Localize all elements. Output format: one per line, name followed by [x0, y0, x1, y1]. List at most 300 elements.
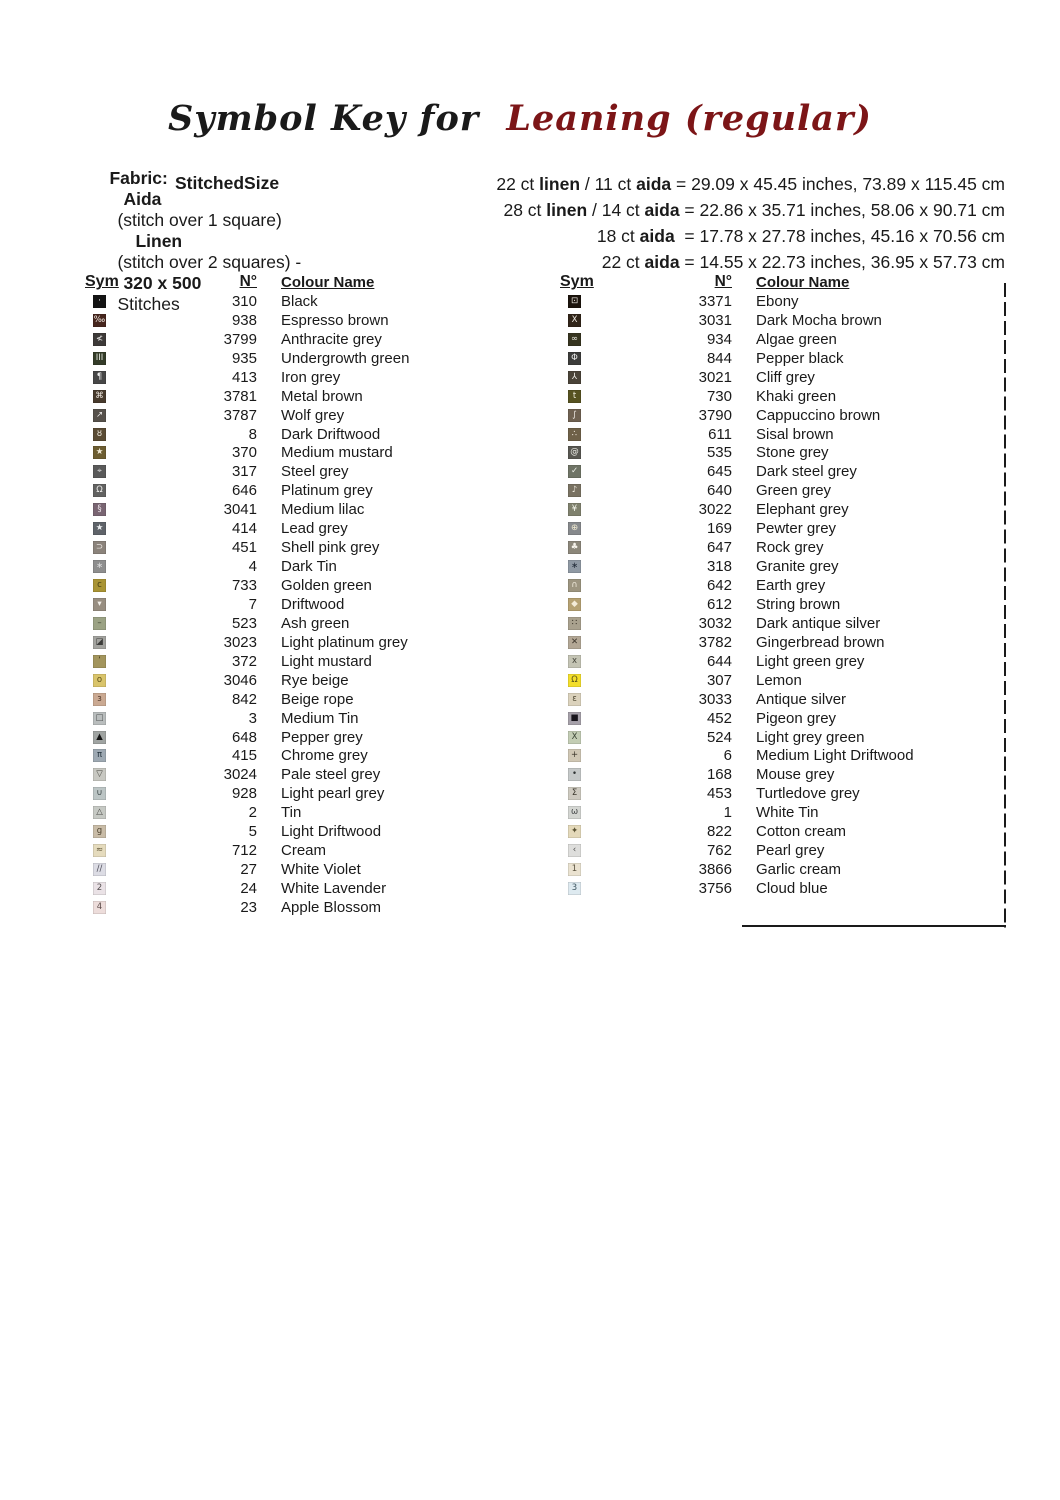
- stitched-size-label: StitchedSize: [175, 173, 280, 193]
- symbol-cell: [85, 731, 123, 744]
- table-row: [560, 728, 1000, 747]
- floss-number: 8: [248, 425, 257, 443]
- fabric-linen: Linen: [135, 231, 183, 251]
- floss-number: 647: [706, 539, 732, 557]
- symbol-swatch: ⊡: [568, 295, 581, 308]
- symbol-cell: [85, 768, 123, 781]
- table-row: [85, 425, 525, 444]
- colour-name: Cotton cream: [756, 823, 847, 841]
- colour-name: Black: [281, 292, 318, 310]
- colour-name: Medium Tin: [281, 709, 359, 727]
- floss-number: 453: [706, 785, 732, 803]
- symbol-swatch: ★: [93, 446, 106, 459]
- symbol-swatch: ⊃: [93, 541, 106, 554]
- fabric-aida: Aida: [123, 189, 162, 209]
- symbol-cell: [85, 825, 123, 838]
- floss-number: 642: [706, 577, 732, 595]
- table-row: [85, 500, 525, 519]
- table-row: [85, 406, 525, 425]
- symbol-cell: [560, 863, 598, 876]
- symbol-cell: [560, 598, 598, 611]
- symbol-swatch: ¶: [93, 371, 106, 384]
- size-text: = 29.09 x 45.45 inches, 73.89 x 115.45 cm: [671, 174, 1005, 194]
- symbol-swatch: ✓: [568, 465, 581, 478]
- colour-name: Platinum grey: [281, 482, 373, 500]
- floss-number: 524: [706, 728, 732, 746]
- table-row: [560, 652, 1000, 671]
- colour-name: Lead grey: [281, 520, 348, 538]
- floss-number: 7: [248, 595, 257, 613]
- header-sym: Sym: [85, 273, 119, 290]
- symbol-cell: [560, 428, 598, 441]
- symbol-cell: [85, 295, 123, 308]
- floss-number: 3782: [698, 633, 732, 651]
- symbol-swatch: 1: [568, 863, 581, 876]
- symbol-cell: [560, 787, 598, 800]
- symbol-swatch: 3: [568, 882, 581, 895]
- floss-number: 3371: [698, 292, 732, 310]
- floss-number: 611: [708, 425, 732, 443]
- symbol-cell: [560, 882, 598, 895]
- table-row: [85, 652, 525, 671]
- table-row: [85, 690, 525, 709]
- symbol-cell: [85, 390, 123, 403]
- floss-number: 3024: [223, 766, 257, 784]
- table-row: [85, 576, 525, 595]
- symbol-cell: [560, 617, 598, 630]
- symbol-swatch: •: [568, 768, 581, 781]
- floss-number: 733: [231, 577, 257, 595]
- symbol-swatch: ◆: [568, 598, 581, 611]
- floss-number: 3866: [698, 861, 732, 879]
- symbol-swatch: ω: [568, 806, 581, 819]
- colour-name: Earth grey: [756, 577, 826, 595]
- table-row: [85, 898, 525, 917]
- symbol-swatch: ✕: [568, 636, 581, 649]
- symbol-cell: [560, 446, 598, 459]
- colour-name: Anthracite grey: [281, 330, 382, 348]
- symbol-swatch: ɜ: [93, 693, 106, 706]
- colour-name: Dark Mocha brown: [756, 311, 882, 329]
- symbol-swatch: X: [568, 314, 581, 327]
- table-row: [560, 841, 1000, 860]
- symbol-swatch: π: [93, 749, 106, 762]
- table-row: [560, 387, 1000, 406]
- symbol-swatch: ∞: [568, 333, 581, 346]
- symbol-cell: [85, 655, 123, 668]
- table-row: [560, 462, 1000, 481]
- floss-number: 3041: [223, 501, 257, 519]
- symbol-cell: [85, 579, 123, 592]
- floss-number: 612: [706, 595, 732, 613]
- symbol-cell: [560, 484, 598, 497]
- table-row: [560, 557, 1000, 576]
- floss-number: 27: [240, 861, 257, 879]
- symbol-swatch: //: [93, 863, 106, 876]
- symbol-swatch: ȣ: [93, 428, 106, 441]
- table-row: [560, 633, 1000, 652]
- floss-number: 414: [231, 520, 257, 538]
- table-row: [560, 765, 1000, 784]
- table-row: [85, 765, 525, 784]
- size-fabric-name: aida: [636, 174, 672, 194]
- table-row: [85, 784, 525, 803]
- colour-name: Pearl grey: [756, 842, 825, 860]
- symbol-cell: [85, 541, 123, 554]
- symbol-cell: [85, 882, 123, 895]
- floss-number: 5: [248, 823, 257, 841]
- symbol-cell: [560, 674, 598, 687]
- symbol-cell: [560, 503, 598, 516]
- symbol-swatch: t: [568, 390, 581, 403]
- floss-number: 3756: [698, 880, 732, 898]
- header-colour-name: Colour Name: [756, 273, 850, 291]
- floss-number: 523: [231, 614, 257, 632]
- symbol-cell: [560, 636, 598, 649]
- symbol-cell: [85, 333, 123, 346]
- symbol-cell: [85, 806, 123, 819]
- colour-name: Pigeon grey: [756, 709, 837, 727]
- colour-name: Medium lilac: [281, 501, 365, 519]
- colour-name: Mouse grey: [756, 766, 835, 784]
- symbol-swatch: Ω: [93, 484, 106, 497]
- symbol-cell: [560, 806, 598, 819]
- symbol-cell: [560, 655, 598, 668]
- size-fabric-name: linen: [539, 174, 581, 194]
- symbol-swatch: ⌘: [93, 390, 106, 403]
- colour-name: Algae green: [756, 330, 837, 348]
- floss-number: 3023: [223, 633, 257, 651]
- table-row: [85, 519, 525, 538]
- symbol-swatch: ‹: [568, 844, 581, 857]
- colour-name: Stone grey: [756, 444, 829, 462]
- size-text: 22 ct: [496, 174, 540, 194]
- symbol-swatch: ◪: [93, 636, 106, 649]
- table-row: [560, 444, 1000, 463]
- header-number: N°: [714, 273, 732, 290]
- colour-name: Light pearl grey: [281, 785, 385, 803]
- symbol-cell: [560, 333, 598, 346]
- symbol-swatch: x: [568, 655, 581, 668]
- table-row: [85, 841, 525, 860]
- size-text: / 11 ct: [580, 174, 637, 194]
- symbol-swatch: ≈: [93, 844, 106, 857]
- symbol-swatch: ♪: [568, 484, 581, 497]
- colour-name: Medium Light Driftwood: [756, 747, 914, 765]
- fabric-label: Fabric:: [109, 168, 168, 188]
- key-right-border: [1004, 283, 1006, 928]
- colour-name: Medium mustard: [281, 444, 393, 462]
- symbol-cell: [560, 371, 598, 384]
- table-row: [85, 387, 525, 406]
- symbol-swatch: §: [93, 503, 106, 516]
- symbol-cell: [85, 503, 123, 516]
- size-text: = 17.78 x 27.78 inches, 45.16 x 70.56 cm: [674, 226, 1005, 246]
- symbol-swatch: –: [93, 617, 106, 630]
- symbol-swatch: □: [93, 712, 106, 725]
- table-row: [560, 803, 1000, 822]
- symbol-swatch: ∷: [568, 617, 581, 630]
- symbol-swatch: g: [93, 825, 106, 838]
- colour-name: Steel grey: [281, 463, 349, 481]
- floss-number: 3799: [223, 330, 257, 348]
- floss-number: 645: [706, 463, 732, 481]
- table-row: [85, 292, 525, 311]
- floss-number: 2: [248, 804, 257, 822]
- colour-name: Ash green: [281, 614, 350, 632]
- header-colour-name: Colour Name: [281, 273, 375, 291]
- size-fabric-name: linen: [546, 200, 588, 220]
- symbol-swatch: ∴: [568, 428, 581, 441]
- symbol-swatch: Φ: [568, 352, 581, 365]
- header-number: N°: [239, 273, 257, 290]
- table-row: [560, 406, 1000, 425]
- colour-name: White Lavender: [281, 880, 387, 898]
- stitched-size-lines: [496, 173, 1005, 277]
- floss-number: 844: [706, 349, 732, 367]
- colour-name: Antique silver: [756, 690, 847, 708]
- colour-name: Light green grey: [756, 652, 865, 670]
- symbol-swatch: ⊕: [568, 522, 581, 535]
- floss-number: 934: [706, 330, 732, 348]
- symbol-cell: [560, 295, 598, 308]
- stitched-size-line: [496, 199, 1005, 225]
- colour-name: Pepper grey: [281, 728, 363, 746]
- symbol-swatch: Σ: [568, 787, 581, 800]
- symbol-swatch: ∪: [93, 787, 106, 800]
- symbol-swatch: ■: [568, 712, 581, 725]
- floss-number: 640: [706, 482, 732, 500]
- header-sym: Sym: [560, 273, 594, 290]
- symbol-swatch: +: [568, 749, 581, 762]
- symbol-cell: [85, 484, 123, 497]
- table-row: [560, 368, 1000, 387]
- floss-number: 6: [723, 747, 732, 765]
- size-text: 22 ct: [601, 252, 645, 272]
- table-row: [560, 690, 1000, 709]
- colour-name: Chrome grey: [281, 747, 368, 765]
- colour-name: Tin: [281, 804, 302, 822]
- colour-name: Khaki green: [756, 387, 837, 405]
- symbol-cell: [560, 390, 598, 403]
- size-text: = 22.86 x 35.71 inches, 58.06 x 90.71 cm: [679, 200, 1005, 220]
- colour-name: Cream: [281, 842, 327, 860]
- size-text: 18 ct: [596, 226, 640, 246]
- symbol-cell: [85, 749, 123, 762]
- floss-number: 3031: [698, 311, 732, 329]
- title-black-part: Symbol Key for: [168, 98, 480, 139]
- symbol-cell: [560, 541, 598, 554]
- size-text: / 14 ct: [587, 200, 645, 220]
- size-fabric-name: aida: [644, 252, 680, 272]
- table-row: [560, 879, 1000, 898]
- colour-name: Rock grey: [756, 539, 824, 557]
- floss-number: 3032: [698, 614, 732, 632]
- table-row: [560, 614, 1000, 633]
- key-column-right: [560, 272, 1000, 898]
- colour-name: Iron grey: [281, 368, 341, 386]
- colour-name: Dark antique silver: [756, 614, 881, 632]
- symbol-cell: [85, 712, 123, 725]
- symbol-cell: [85, 787, 123, 800]
- colour-name: Cliff grey: [756, 368, 815, 386]
- colour-name: Beige rope: [281, 690, 354, 708]
- symbol-swatch: ▾: [93, 598, 106, 611]
- table-row: [560, 671, 1000, 690]
- symbol-cell: [85, 598, 123, 611]
- symbol-cell: [85, 693, 123, 706]
- symbol-cell: [85, 617, 123, 630]
- colour-name: Pewter grey: [756, 520, 837, 538]
- symbol-cell: [560, 749, 598, 762]
- symbol-swatch: III: [93, 352, 106, 365]
- colour-name: Garlic cream: [756, 861, 842, 879]
- symbol-swatch: Ω: [568, 674, 581, 687]
- symbol-cell: [85, 560, 123, 573]
- symbol-cell: [560, 522, 598, 535]
- colour-name: Gingerbread brown: [756, 633, 885, 651]
- size-text: = 14.55 x 22.73 inches, 36.95 x 57.73 cm: [679, 252, 1005, 272]
- colour-name: Undergrowth green: [281, 349, 410, 367]
- symbol-swatch: ’: [93, 655, 106, 668]
- colour-name: String brown: [756, 595, 841, 613]
- table-row: [560, 292, 1000, 311]
- table-row: [560, 822, 1000, 841]
- colour-name: Driftwood: [281, 595, 345, 613]
- page-title: [0, 98, 1040, 139]
- colour-name: Green grey: [756, 482, 832, 500]
- symbol-cell: [560, 844, 598, 857]
- table-row: [85, 728, 525, 747]
- floss-number: 928: [231, 785, 257, 803]
- floss-number: 317: [231, 463, 257, 481]
- table-row: [85, 462, 525, 481]
- floss-number: 3790: [698, 406, 732, 424]
- colour-name: Pale steel grey: [281, 766, 381, 784]
- floss-number: 168: [706, 766, 732, 784]
- floss-number: 1: [723, 804, 732, 822]
- colour-name: Cloud blue: [756, 880, 828, 898]
- floss-number: 415: [231, 747, 257, 765]
- floss-number: 730: [706, 387, 732, 405]
- table-row: [560, 519, 1000, 538]
- symbol-swatch: ▽: [93, 768, 106, 781]
- colour-name: Metal brown: [281, 387, 363, 405]
- colour-name: Pepper black: [756, 349, 844, 367]
- colour-name: Light Driftwood: [281, 823, 382, 841]
- key-table-header: [85, 272, 525, 292]
- symbol-cell: [560, 731, 598, 744]
- colour-name: White Tin: [756, 804, 819, 822]
- symbol-swatch: ↗: [93, 409, 106, 422]
- table-row: [560, 595, 1000, 614]
- symbol-swatch: ▲: [93, 731, 106, 744]
- colour-name: Light grey green: [756, 728, 865, 746]
- table-row: [560, 481, 1000, 500]
- colour-name: Ebony: [756, 292, 799, 310]
- symbol-cell: [85, 863, 123, 876]
- table-row: [560, 747, 1000, 766]
- symbol-cell: [560, 712, 598, 725]
- stitch-count: 320 x 500: [123, 273, 202, 293]
- symbol-swatch: ≮: [93, 333, 106, 346]
- table-row: [85, 822, 525, 841]
- floss-number: 318: [706, 558, 732, 576]
- key-table-header: [560, 272, 1000, 292]
- table-row: [85, 709, 525, 728]
- colour-name: Light platinum grey: [281, 633, 408, 651]
- symbol-swatch: ¥: [568, 503, 581, 516]
- symbol-cell: [85, 371, 123, 384]
- table-row: [560, 860, 1000, 879]
- table-row: [85, 349, 525, 368]
- table-row: [560, 709, 1000, 728]
- table-row: [85, 595, 525, 614]
- table-row: [560, 538, 1000, 557]
- symbol-swatch: 2: [93, 882, 106, 895]
- colour-name: Cappuccino brown: [756, 406, 881, 424]
- floss-number: 3046: [223, 671, 257, 689]
- floss-number: 307: [706, 671, 732, 689]
- stitched-size-line: [496, 225, 1005, 251]
- table-row: [85, 671, 525, 690]
- symbol-swatch: ⅄: [568, 371, 581, 384]
- symbol-cell: [85, 522, 123, 535]
- floss-number: 452: [706, 709, 732, 727]
- floss-number: 938: [231, 311, 257, 329]
- colour-name: Espresso brown: [281, 311, 389, 329]
- symbol-cell: [560, 409, 598, 422]
- stitched-size-line: [496, 173, 1005, 199]
- floss-number: 372: [231, 652, 257, 670]
- table-row: [85, 557, 525, 576]
- symbol-cell: [85, 314, 123, 327]
- floss-number: 24: [240, 880, 257, 898]
- colour-name: Sisal brown: [756, 425, 834, 443]
- colour-name: Elephant grey: [756, 501, 849, 519]
- symbol-cell: [85, 636, 123, 649]
- symbol-cell: [560, 693, 598, 706]
- table-row: [85, 633, 525, 652]
- floss-number: 712: [231, 842, 257, 860]
- fabric-aida-note: (stitch over 1 square): [117, 210, 282, 230]
- symbol-swatch: @: [568, 446, 581, 459]
- floss-number: 842: [231, 690, 257, 708]
- symbol-cell: [85, 844, 123, 857]
- table-row: [560, 784, 1000, 803]
- title-red-part: Leaning (regular): [506, 98, 872, 139]
- table-row: [560, 330, 1000, 349]
- colour-name: Dark steel grey: [756, 463, 857, 481]
- table-row: [85, 747, 525, 766]
- key-column-left: [85, 272, 525, 917]
- colour-name: Dark Driftwood: [281, 425, 381, 443]
- floss-number: 3022: [698, 501, 732, 519]
- floss-number: 648: [231, 728, 257, 746]
- colour-name: Light mustard: [281, 652, 372, 670]
- table-row: [85, 444, 525, 463]
- colour-name: Golden green: [281, 577, 372, 595]
- symbol-swatch: ∗: [568, 560, 581, 573]
- symbol-cell: [560, 465, 598, 478]
- table-row: [560, 425, 1000, 444]
- symbol-swatch: ∗: [93, 560, 106, 573]
- floss-number: 3787: [223, 406, 257, 424]
- symbol-cell: [560, 825, 598, 838]
- table-row: [85, 879, 525, 898]
- symbol-cell: [85, 901, 123, 914]
- floss-number: 646: [231, 482, 257, 500]
